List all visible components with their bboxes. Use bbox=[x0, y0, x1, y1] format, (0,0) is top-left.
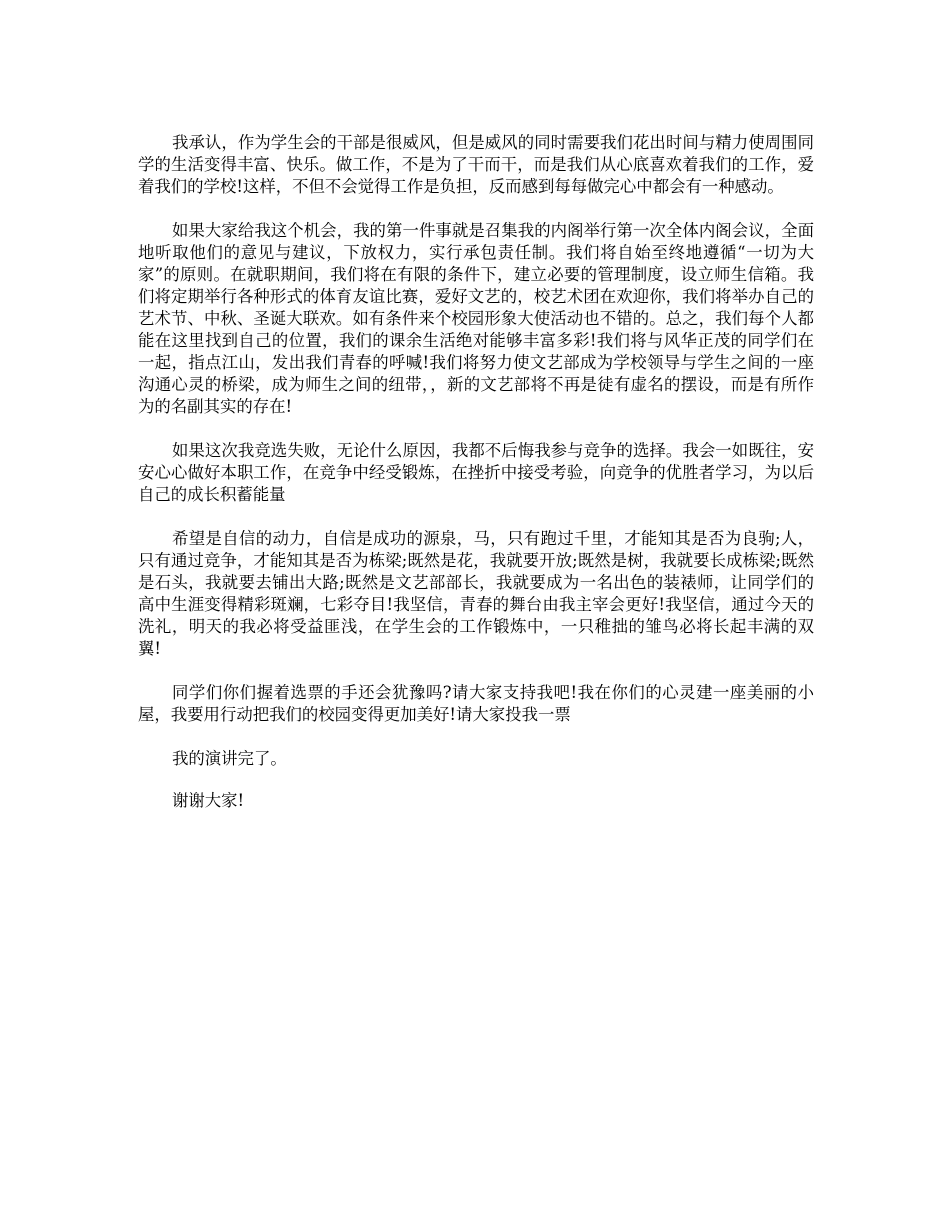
document-body bbox=[138, 132, 814, 832]
paragraph-vote-appeal: 同学们你们握着选票的手还会犹豫吗?请大家支持我吧!我在你们的心灵建一座美丽的小屋，我要用行动把我们的校园变得更加美好!请大家投我一票 bbox=[138, 683, 814, 724]
paragraph-plans: 如果大家给我这个机会，我的第一件事就是召集我的内阁举行第一次全体内阁会议，全面地听取他们的意见与建议，下放权力，实行承包责任制。我们将自始至终地遵循“一切为大家”的原则。在就职期间，我们将在有限的条件下，建立必要的管理制度，设立师生信箱。我们将定期举行各种形式的体育友谊比赛，爱好文艺的，校艺术团在欢迎你，我们将举办自己的艺术节、中秋、圣诞大联欢。如有条件来个校园形象大使活动也不错的。总之，我们每个人都能在这里找到自己的位置，我们的课余生活绝对能够丰富多彩!我们将与风华正茂的同学们在一起，指点江山，发出我们青春的呼喊!我们将努力使文艺部成为学校领导与学生之间的一座沟通心灵的桥梁，成为师生之间的纽带，，新的文艺部将不再是徒有虚名的摆设，而是有所作为的名副其实的存在! bbox=[138, 221, 814, 416]
paragraph-commitment: 我承认，作为学生会的干部是很威风，但是威风的同时需要我们花出时间与精力使周围同学的生活变得丰富、快乐。做工作，不是为了干而干，而是我们从心底喜欢着我们的工作，爱着我们的学校!这样，不但不会觉得工作是负担，反而感到每每做完心中都会有一种感动。 bbox=[138, 133, 814, 196]
paragraph-thanks: 谢谢大家! bbox=[172, 791, 245, 810]
paragraph-hope: 希望是自信的动力，自信是成功的源泉，马，只有跑过千里，才能知其是否为良驹;人，只有通过竞争，才能知其是否为栋梁;既然是花，我就要开放;既然是树，我就要长成栋梁;既然是石头，我就要去铺出大路;既然是文艺部部长，我就要成为一名出色的装裱师，让同学们的高中生涯变得精彩斑斓，七彩夺目!我坚信，青春的舞台由我主宰会更好!我坚信，通过今天的洗礼，明天的我必将受益匪浅，在学生会的工作锻炼中，一只稚拙的雏鸟必将长起丰满的双翼! bbox=[138, 529, 814, 658]
paragraph-if-defeated: 如果这次我竞选失败，无论什么原因，我都不后悔我参与竞争的选择。我会一如既往，安安心心做好本职工作，在竞争中经受锻炼，在挫折中接受考验，向竞争的优胜者学习，为以后自己的成长积蓄能量 bbox=[138, 441, 814, 504]
paragraph-speech-end: 我的演讲完了。 bbox=[172, 749, 287, 768]
